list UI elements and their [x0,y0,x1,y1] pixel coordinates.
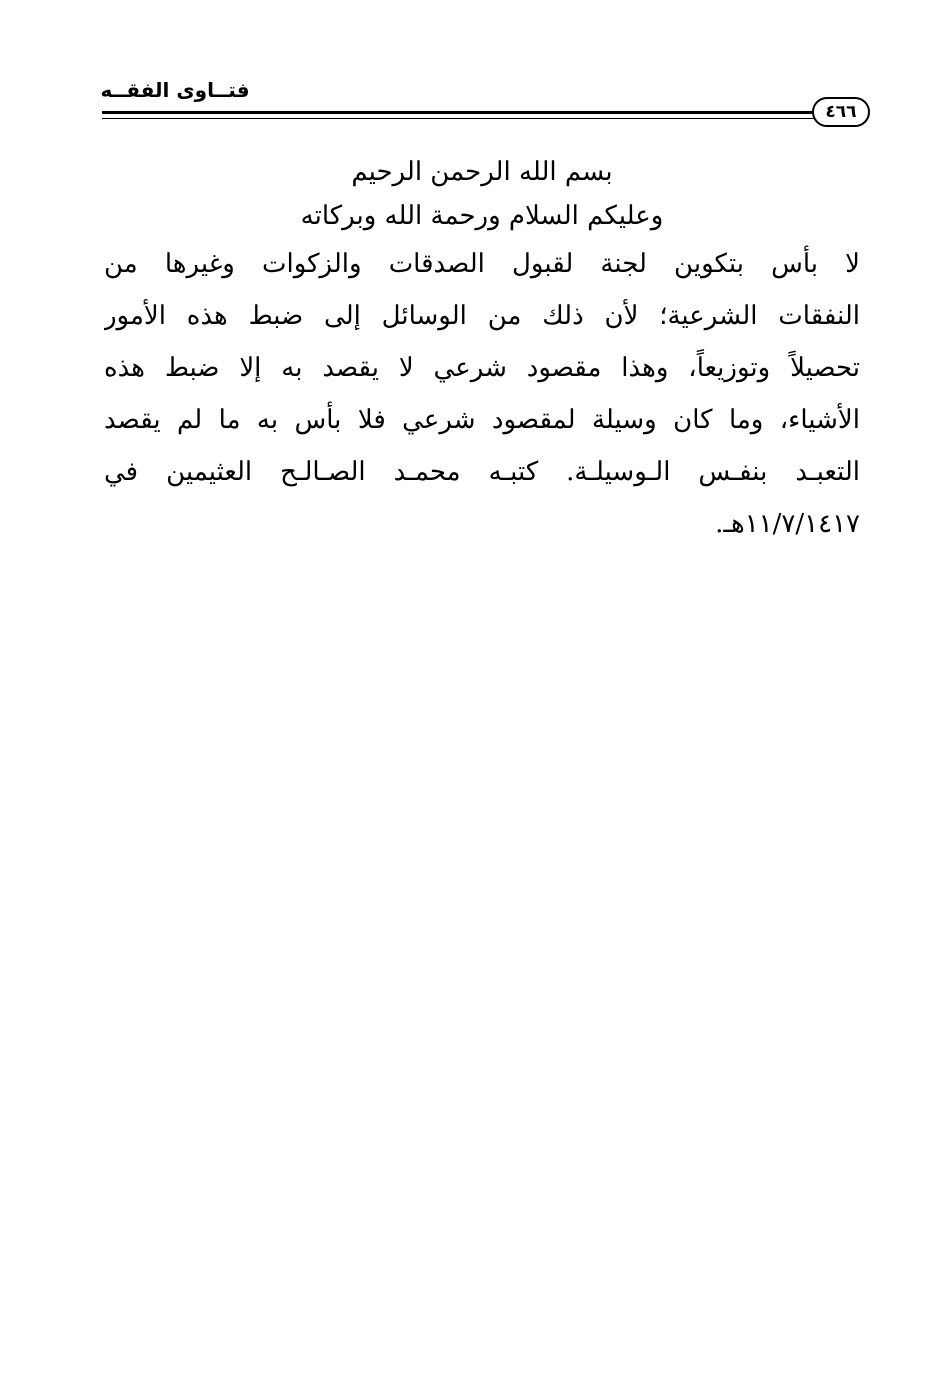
date-line: ١١/٧/١٤١٧هـ. [715,509,860,539]
header-rule-thick [102,111,815,114]
body-line: التعبـد بنفـس الـوسيلـة. كتبـه محمـد الصـالـح العثيمين في [104,457,860,487]
body-line: تحصيلاً وتوزيعاً، وهذا مقصود شرعي لا يقصد به إلا ضبط هذه [104,353,860,383]
page-number-badge [812,97,870,127]
body-line: الأشياء، وما كان وسيلة لمقصود شرعي فلا بأس به ما لم يقصد [104,405,860,435]
header-rule-thin [102,118,815,119]
body-line: النفقات الشرعية؛ لأن ذلك من الوسائل إلى ضبط هذه الأمور [104,301,860,331]
basmala: بسم الله الرحمن الرحيم [351,157,613,187]
greeting: وعليكم السلام ورحمة الله وبركاته [300,201,664,231]
fatwa-text [104,150,860,550]
page-number: ٤٦٦ [825,102,857,122]
body-line: لا بأس بتكوين لجنة لقبول الصدقات والزكوات وغيرها من [104,249,860,279]
book-title: فتــاوى الفقــه [100,78,250,102]
